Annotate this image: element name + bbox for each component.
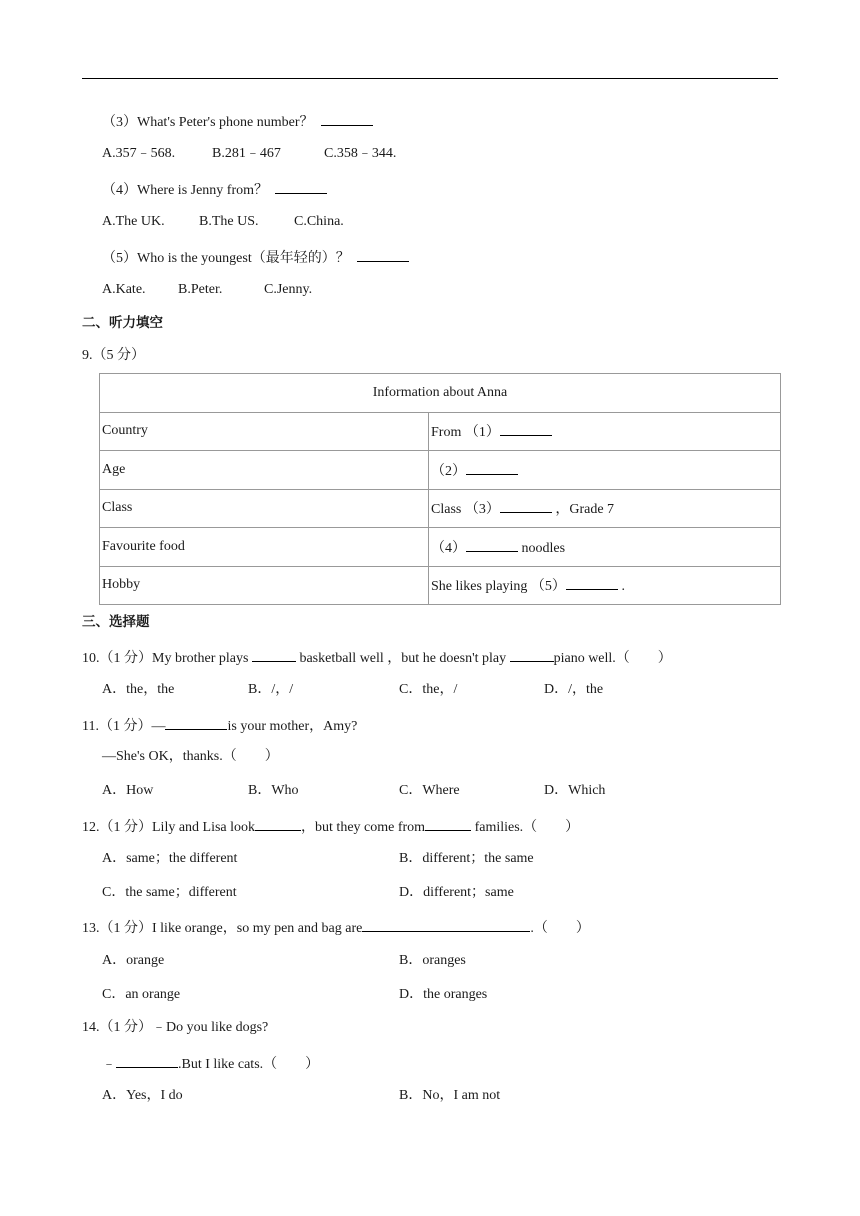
answer-blank[interactable] — [425, 816, 471, 831]
row-label: Hobby — [100, 566, 429, 605]
q8-part4-stem: （4）Where is Jenny from？ — [102, 179, 327, 200]
q11-reply: —She's OK，thanks.（ ） — [102, 749, 279, 764]
row-label: Country — [100, 412, 429, 451]
row-value: She likes playing （5） . — [429, 566, 781, 605]
answer-blank[interactable] — [362, 917, 530, 932]
row-label: Age — [100, 451, 429, 490]
q11-option-d: D．Which — [544, 783, 606, 798]
table-row — [100, 528, 781, 567]
table-row — [100, 566, 781, 605]
row-value: （4） noodles — [429, 528, 781, 567]
row-label: Favourite food — [100, 528, 429, 567]
q10-stem: 10.（1 分）My brother plays basketball well ，but he doesn't play piano well.（ ） — [82, 647, 672, 668]
q8-part5-option-a: A.Kate. — [102, 282, 146, 297]
answer-blank[interactable] — [255, 816, 301, 831]
answer-blank[interactable] — [466, 460, 518, 475]
answer-blank[interactable] — [252, 647, 296, 662]
answer-blank[interactable] — [275, 179, 327, 194]
q8-part3-option-c: C.358﹣344. — [324, 146, 397, 161]
q14-reply: ﹣ .But I like cats.（ ） — [102, 1053, 319, 1074]
table-header: Information about Anna — [100, 374, 781, 413]
header-rule — [82, 78, 778, 79]
answer-blank[interactable] — [165, 715, 227, 730]
q12-option-a: A．same；the different — [102, 851, 238, 866]
q8-part5-option-c: C.Jenny. — [264, 282, 313, 297]
q10-option-d: D．/，the — [544, 682, 604, 697]
q11-option-b: B．Who — [248, 783, 299, 798]
row-value: （2） — [429, 451, 781, 490]
q11-option-c: C．Where — [399, 783, 460, 798]
q12-option-b: B．different；the same — [399, 851, 534, 866]
q8-part4-option-c: C.China. — [294, 214, 344, 229]
row-value: From （1） — [429, 412, 781, 451]
q10-option-a: A．the，the — [102, 682, 175, 697]
answer-blank[interactable] — [357, 247, 409, 262]
q12-option-c: C．the same；different — [102, 885, 237, 900]
q12-stem: 12.（1 分）Lily and Lisa look ，but they come from families.（ ） — [82, 816, 579, 837]
q8-part3-stem: （3）What's Peter's phone number？ — [102, 111, 373, 132]
q8-part4-option-a: A.The UK. — [102, 214, 165, 229]
q14-option-b: B．No，I am not — [399, 1088, 501, 1103]
q8-part5-stem: （5）Who is the youngest（最年轻的）？ — [102, 247, 409, 268]
q11-option-a: A．How — [102, 783, 154, 798]
answer-blank[interactable] — [321, 111, 373, 126]
q9-stem: 9.（5 分） — [82, 348, 145, 363]
answer-blank[interactable] — [116, 1053, 178, 1068]
q14-stem: 14.（1 分）﹣Do you like dogs? — [82, 1020, 269, 1035]
answer-blank[interactable] — [566, 575, 618, 590]
q13-option-b: B．oranges — [399, 953, 466, 968]
table-row — [100, 451, 781, 490]
answer-blank[interactable] — [500, 421, 552, 436]
answer-blank[interactable] — [500, 498, 552, 513]
q8-part5-option-b: B.Peter. — [178, 282, 223, 297]
q8-part3-option-a: A.357﹣568. — [102, 146, 176, 161]
q13-option-a: A．orange — [102, 953, 165, 968]
q8-part4-option-b: B.The US. — [199, 214, 259, 229]
q10-option-b: B．/，/ — [248, 682, 294, 697]
answer-blank[interactable] — [466, 537, 518, 552]
row-label: Class — [100, 489, 429, 528]
q13-option-d: D．the oranges — [399, 987, 488, 1002]
q11-stem: 11.（1 分）— is your mother，Amy? — [82, 715, 357, 736]
q12-option-d: D．different；same — [399, 885, 514, 900]
table-row — [100, 412, 781, 451]
q8-part3-option-b: B.281﹣467 — [212, 146, 281, 161]
section-title-multiple-choice: 三、选择题 — [82, 614, 150, 630]
q13-stem: 13.（1 分）I like orange，so my pen and bag are .（ ） — [82, 917, 590, 938]
row-value: Class （3） ，Grade 7 — [429, 489, 781, 528]
q14-option-a: A．Yes，I do — [102, 1088, 183, 1103]
table-row — [100, 489, 781, 528]
answer-blank[interactable] — [510, 647, 554, 662]
section-title-listening-fill: 二、听力填空 — [82, 315, 163, 331]
q13-option-c: C．an orange — [102, 987, 181, 1002]
q10-option-c: C．the，/ — [399, 682, 458, 697]
anna-info-table — [99, 373, 781, 605]
